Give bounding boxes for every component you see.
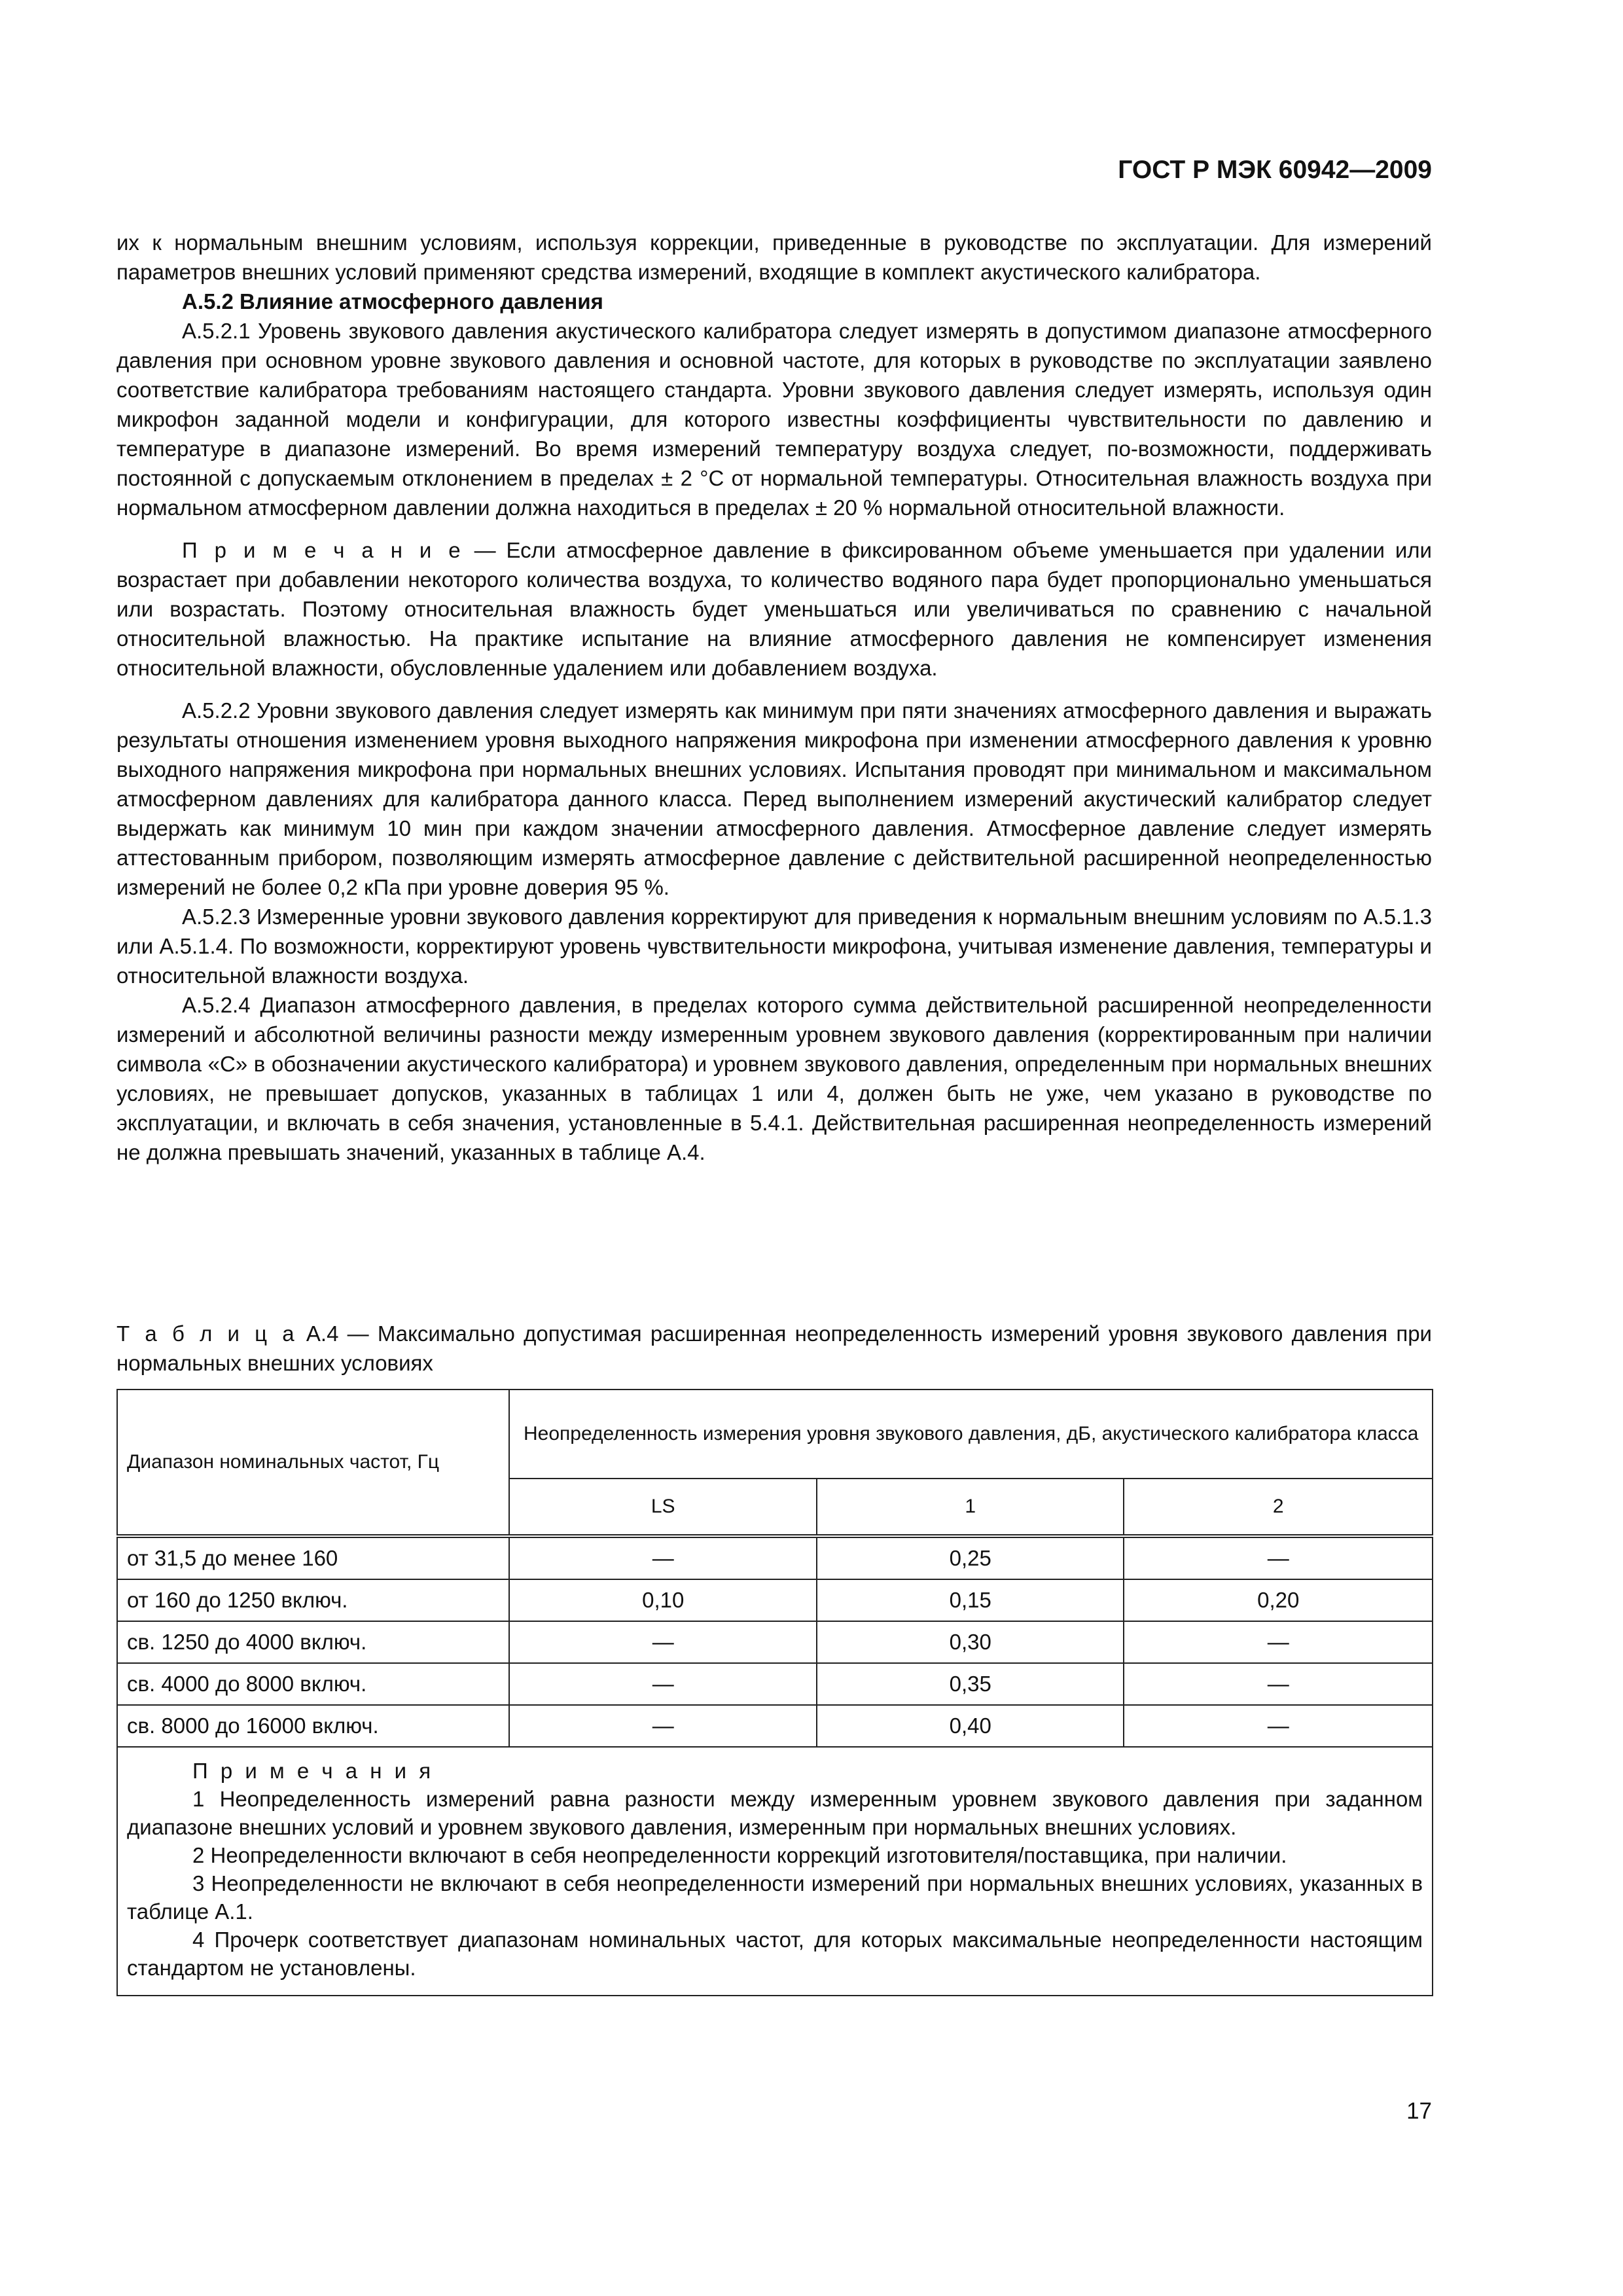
paragraph-a522: А.5.2.2 Уровни звукового давления следует измерять как минимум при пяти значениях атмосферного давления и выражать результаты отношения изменением уровня выходного напряжения микрофона при изменении атмосферного давления к уровню выходного напряжения микрофона при нормальных внешних условиях. Испытания проводят при минимальном и максимальном атмосферном давлениях для калибратора данного класса. Перед выполнением измерений акустический калибратор следует выдержать как минимум 10 мин при каждом значении атмосферного давления. Атмосферное давление следует измерять аттестованным прибором, позволяющим измерять атмосферное давление с действительной расширенной неопределенностью измерений не более 0,2 кПа при уровне доверия 95 %. xyxy=(116,698,1432,899)
table-row xyxy=(117,1663,1433,1705)
notes-title: П р и м е ч а н и я xyxy=(192,1759,435,1783)
header-class-ls: LS xyxy=(509,1479,817,1536)
cell-class1: 0,25 xyxy=(817,1536,1124,1579)
cell-class2: — xyxy=(1124,1705,1433,1747)
note-text: — Если атмосферное давление в фиксированном объеме уменьшается при удалении или возрастает при добавлении некоторого количества воздуха, то количество водяного пара будет пропорционально уменьшаться или возрастать. Поэтому относительная влажность будет уменьшаться или увеличиваться по сравнению с начальной относительной влажностью. На практике испытание на влияние атмосферного давления не компенсирует изменения относительной влажности, обусловленные удалением или добавлением воздуха. xyxy=(116,538,1432,680)
table-note-3: 3 Неопределенности не включают в себя неопределенности измерений при нормальных внешних условиях, указанных в таблице А.1. xyxy=(127,1871,1423,1924)
page-number: 17 xyxy=(1406,2098,1432,2124)
header-uncertainty-group: Неопределенность измерения уровня звукового давления, дБ, акустического калибратора класса xyxy=(509,1390,1433,1479)
paragraph-a523: А.5.2.3 Измеренные уровни звукового давления корректируют для приведения к нормальным внешним условиям по А.5.1.3 или А.5.1.4. По возможности, корректируют уровень чувствительности микрофона, учитывая изменение давления, температуры и относительной влажности воздуха. xyxy=(116,905,1432,988)
cell-class2: — xyxy=(1124,1621,1433,1663)
note-paragraph xyxy=(116,535,1432,683)
document-header: ГОСТ Р МЭК 60942—2009 xyxy=(1118,156,1432,184)
cell-ls: — xyxy=(509,1621,817,1663)
cell-class2: — xyxy=(1124,1536,1433,1579)
cell-class2: — xyxy=(1124,1663,1433,1705)
table-row xyxy=(117,1705,1433,1747)
table-row xyxy=(117,1536,1433,1579)
cell-class1: 0,30 xyxy=(817,1621,1124,1663)
cell-range: от 31,5 до менее 160 xyxy=(117,1536,509,1579)
cell-range: св. 8000 до 16000 включ. xyxy=(117,1705,509,1747)
note-label: П р и м е ч а н и е xyxy=(182,538,464,562)
cell-range: от 160 до 1250 включ. xyxy=(117,1579,509,1621)
uncertainty-table xyxy=(116,1389,1433,1996)
paragraph-a521: А.5.2.1 Уровень звукового давления акустического калибратора следует измерять в допустимом диапазоне атмосферного давления при основном уровне звукового давления и основной частоте, для которых в руководстве по эксплуатации заявлено соответствие калибратора требованиям настоящего стандарта. Уровни звукового давления следует измерять, используя один микрофон заданной модели и конфигурации, для которого известны коэффициенты чувствительности по давлению и температуре в диапазоне измерений. Во время измерений температуру воздуха следует, по-возможности, поддерживать постоянной с допускаемым отклонением в пределах ± 2 °С от нормальной температуры. Относительная влажность воздуха при нормальном атмосферном давлении должна находиться в пределах ± 20 % нормальной относительной влажности. xyxy=(116,319,1432,520)
paragraph-continuation: их к нормальным внешним условиям, используя коррекции, приведенные в руководстве по эксплуатации. Для измерений параметров внешних условий применяют средства измерений, входящие в комплект акустического калибратора. xyxy=(116,230,1432,284)
table-notes xyxy=(117,1747,1433,1996)
cell-ls: — xyxy=(509,1705,817,1747)
cell-class2: 0,20 xyxy=(1124,1579,1433,1621)
cell-class1: 0,40 xyxy=(817,1705,1124,1747)
cell-class1: 0,35 xyxy=(817,1663,1124,1705)
header-frequency-range: Диапазон номинальных частот, Гц xyxy=(117,1390,509,1536)
cell-ls: — xyxy=(509,1536,817,1579)
cell-ls: 0,10 xyxy=(509,1579,817,1621)
document-body xyxy=(116,228,1432,1167)
cell-range: св. 1250 до 4000 включ. xyxy=(117,1621,509,1663)
cell-range: св. 4000 до 8000 включ. xyxy=(117,1663,509,1705)
paragraph-a524: А.5.2.4 Диапазон атмосферного давления, в пределах которого сумма действительной расширенной неопределенности измерений и абсолютной величины разности между измеренным уровнем звукового давления (корректированным при наличии символа «С» в обозначении акустического калибратора) и уровнем звукового давления, определенным при нормальных внешних условиях, не превышает допусков, указанных в таблицах 1 или 4, должен быть не уже, чем указано в руководстве по эксплуатации, и включать в себя значения, установленные в 5.4.1. Действительная расширенная неопределенность измерений не должна превышать значений, указанных в таблице А.4. xyxy=(116,993,1432,1164)
table-note-1: 1 Неопределенность измерений равна разности между измеренным уровнем звукового давления при заданном диапазоне внешних условий и уровнем звукового давления, измеренным при нормальных внешних условиях. xyxy=(127,1787,1423,1839)
table-note-2: 2 Неопределенности включают в себя неопределенности коррекций изготовителя/поставщика, при наличии. xyxy=(192,1843,1287,1867)
table-note-4: 4 Прочерк соответствует диапазонам номинальных частот, для которых максимальные неопределенности настоящим стандартом не установлены. xyxy=(127,1928,1423,1980)
header-class-2: 2 xyxy=(1124,1479,1433,1536)
table-caption-text: А.4 — Максимально допустимая расширенная неопределенность измерений уровня звукового давления при нормальных внешних условиях xyxy=(116,1321,1432,1375)
table-row xyxy=(117,1579,1433,1621)
table-row xyxy=(117,1621,1433,1663)
table-caption xyxy=(116,1319,1432,1378)
section-heading: А.5.2 Влияние атмосферного давления xyxy=(182,289,603,314)
table-caption-label: Т а б л и ц а xyxy=(116,1321,298,1346)
cell-class1: 0,15 xyxy=(817,1579,1124,1621)
header-class-1: 1 xyxy=(817,1479,1124,1536)
cell-ls: — xyxy=(509,1663,817,1705)
